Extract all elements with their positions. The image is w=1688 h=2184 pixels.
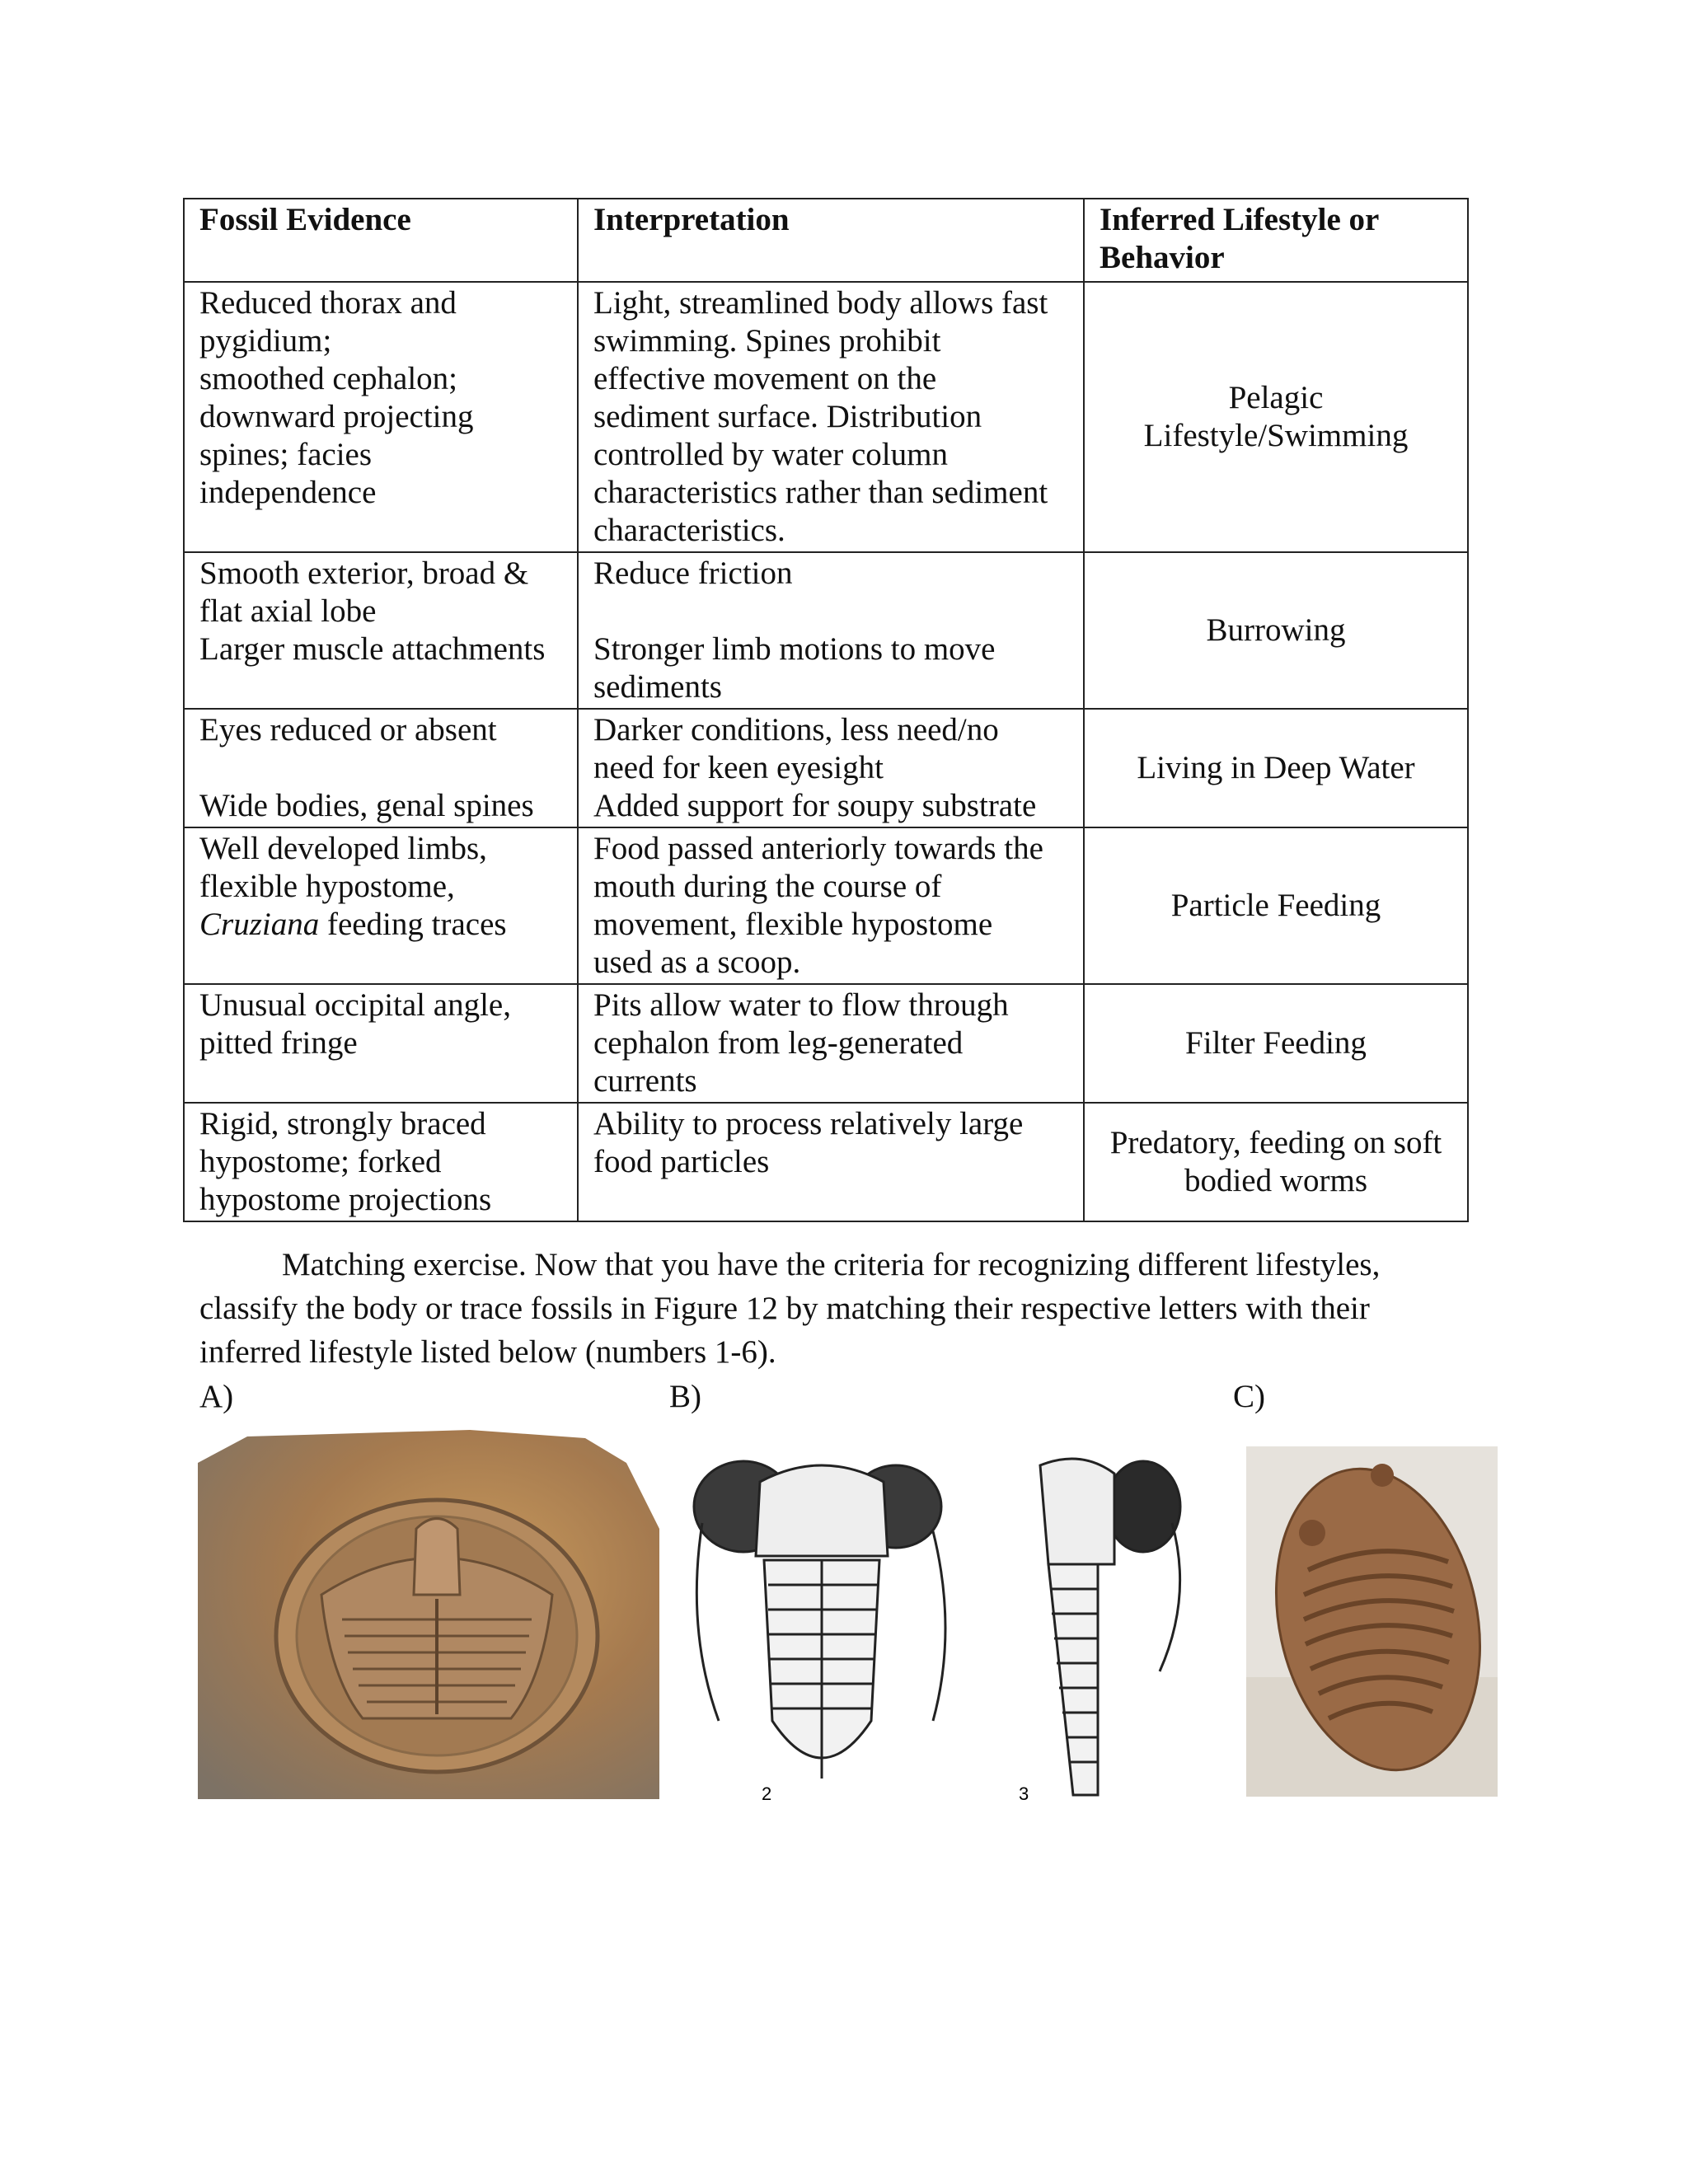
cell-line: bodied worms — [1184, 1163, 1368, 1198]
cell-line: swimming. Spines prohibit — [593, 323, 941, 359]
cell-line: mouth during the course of — [593, 869, 942, 904]
cell-line: movement, flexible hypostome — [593, 907, 993, 942]
drawing-number-2: 2 — [762, 1783, 772, 1804]
cell-line: need for keen eyesight — [593, 750, 884, 785]
cell-line: Stronger limb motions to move — [593, 631, 996, 667]
cell-line: Larger muscle attachments — [199, 631, 546, 667]
cell-line — [199, 749, 562, 787]
interpretation-cell — [578, 709, 1084, 827]
cell-line: spines; facies — [199, 437, 373, 472]
interpretation-cell — [578, 552, 1084, 709]
figure-label-c: C) — [1233, 1379, 1265, 1414]
cell-line: effective movement on the — [593, 361, 937, 396]
cell-line: flat axial lobe — [199, 593, 377, 629]
cell-line: pygidium; — [199, 323, 332, 359]
paragraph-line: classify the body or trace fossils in Figure 12 by matching their respective letters with their — [199, 1291, 1370, 1326]
lifestyle-cell — [1084, 984, 1468, 1103]
cell-line: Rigid, strongly braced — [199, 1106, 486, 1141]
table-row — [184, 827, 1468, 984]
table-row — [184, 709, 1468, 827]
cell-line: Particle Feeding — [1170, 888, 1381, 923]
cell-line: Ability to process relatively large — [593, 1106, 1024, 1141]
cell-line — [593, 593, 1068, 630]
lifestyle-cell — [1084, 282, 1468, 552]
cell-line: used as a scoop. — [593, 944, 801, 980]
table-row — [184, 552, 1468, 709]
cell-line: characteristics. — [593, 513, 785, 548]
table-row — [184, 984, 1468, 1103]
paragraph-line: inferred lifestyle listed below (numbers 1-6). — [199, 1334, 776, 1370]
evidence-cell — [184, 709, 578, 827]
cell-line: Smooth exterior, broad & — [199, 555, 529, 591]
cell-line: Filter Feeding — [1185, 1025, 1367, 1061]
cell-line: Reduce friction — [593, 555, 793, 591]
lifestyle-cell — [1084, 552, 1468, 709]
cell-line: downward projecting — [199, 399, 474, 434]
table-header-row — [184, 199, 1468, 282]
cell-line: flexible hypostome, — [199, 869, 455, 904]
cell-line — [199, 906, 562, 944]
cell-line: food particles — [593, 1144, 770, 1179]
cell-line: Reduced thorax and — [199, 285, 457, 321]
paragraph-line: Matching exercise. Now that you have the criteria for recognizing different lifestyles, — [282, 1247, 1381, 1282]
cell-line: Predatory, feeding on soft — [1109, 1125, 1442, 1160]
cell-line: Pelagic — [1228, 380, 1324, 415]
cell-line: Lifestyle/Swimming — [1143, 418, 1409, 453]
evidence-cell — [184, 984, 578, 1103]
cell-line: Burrowing — [1206, 612, 1346, 648]
fossil-table — [183, 198, 1469, 1222]
cell-line: Darker conditions, less need/no — [593, 712, 999, 748]
lifestyle-cell — [1084, 1103, 1468, 1221]
cell-line: controlled by water column — [593, 437, 948, 472]
cell-line: Living in Deep Water — [1137, 750, 1415, 785]
trilobite-fossil-photo-c — [1246, 1446, 1498, 1797]
cell-line: smoothed cephalon; — [199, 361, 458, 396]
cell-line: hypostome projections — [199, 1182, 492, 1217]
evidence-cell — [184, 282, 578, 552]
table-body — [184, 282, 1468, 1221]
cell-line: hypostome; forked — [199, 1144, 442, 1179]
cell-line: Light, streamlined body allows fast — [593, 285, 1048, 321]
cell-line: currents — [593, 1063, 697, 1099]
interpretation-cell — [578, 827, 1084, 984]
cell-line: Well developed limbs, — [199, 831, 487, 866]
figure-label-b: B) — [669, 1379, 701, 1414]
cell-line: independence — [199, 475, 377, 510]
cell-line: sediment surface. Distribution — [593, 399, 982, 434]
cell-line: Food passed anteriorly towards the — [593, 831, 1043, 866]
cell-line: Unusual occipital angle, — [199, 987, 511, 1023]
cell-line: sediments — [593, 669, 722, 705]
cell-line: characteristics rather than sediment — [593, 475, 1048, 510]
cell-line: Wide bodies, genal spines — [199, 788, 534, 823]
figure-label-a: A) — [199, 1379, 234, 1414]
cell-line: pitted fringe — [199, 1025, 358, 1061]
interpretation-cell — [578, 1103, 1084, 1221]
trilobite-fossil-photo-a — [198, 1430, 659, 1799]
table-row — [184, 282, 1468, 552]
evidence-cell — [184, 827, 578, 984]
drawing-number-3: 3 — [1019, 1783, 1029, 1804]
evidence-cell — [184, 552, 578, 709]
evidence-cell — [184, 1103, 578, 1221]
interpretation-cell — [578, 282, 1084, 552]
lifestyle-cell — [1084, 709, 1468, 827]
lifestyle-cell — [1084, 827, 1468, 984]
trilobite-drawing-b — [686, 1449, 1213, 1805]
cruziana-italic: Cruziana — [199, 907, 320, 942]
cell-line: Eyes reduced or absent — [199, 712, 497, 748]
cell-line: Pits allow water to flow through — [593, 987, 1009, 1023]
header-interpretation: Interpretation — [578, 199, 1084, 282]
header-fossil-evidence: Fossil Evidence — [184, 199, 578, 282]
cell-line: Added support for soupy substrate — [593, 788, 1037, 823]
matching-paragraph — [199, 1243, 1452, 1286]
table-row — [184, 1103, 1468, 1221]
header-inferred-lifestyle: Inferred Lifestyle or Behavior — [1084, 199, 1468, 282]
cell-line-tail: feeding traces — [319, 907, 507, 942]
interpretation-cell — [578, 984, 1084, 1103]
cell-line: cephalon from leg-generated — [593, 1025, 964, 1061]
